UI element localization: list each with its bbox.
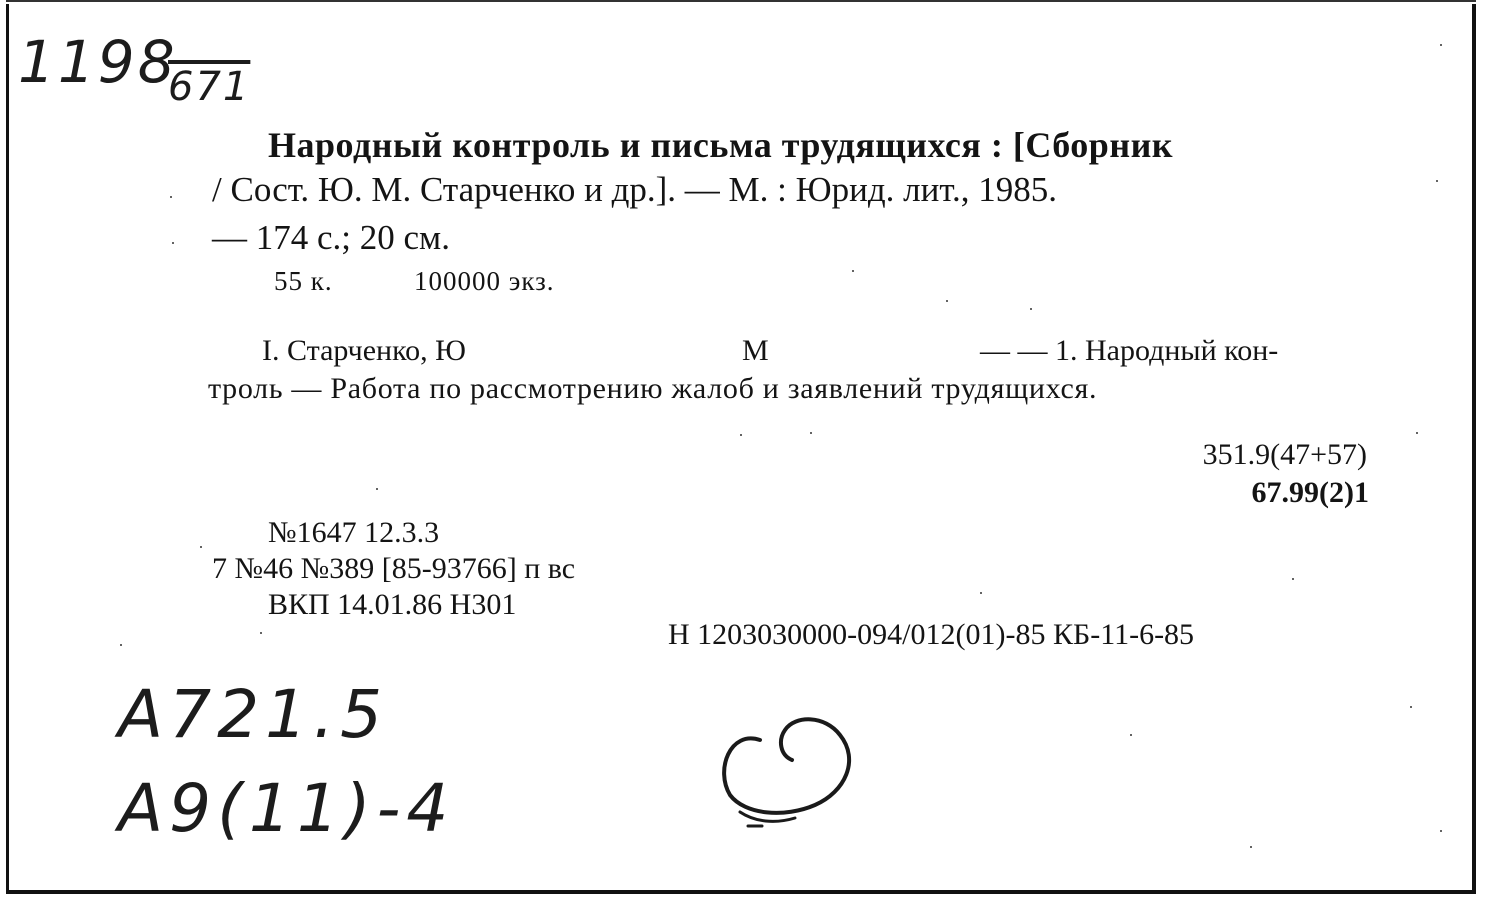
scan-speck bbox=[172, 242, 174, 244]
footer-line-3: ВКП 14.01.86 Н301 bbox=[268, 588, 517, 621]
entry-title-line-1: Народный контроль и письма трудящихся : [Сборник bbox=[268, 125, 1174, 165]
scan-speck bbox=[170, 196, 172, 198]
entry-price: 55 к. bbox=[274, 266, 333, 296]
scan-speck bbox=[260, 632, 262, 634]
tracing-subject-start: — — 1. Народный кон- bbox=[980, 334, 1279, 367]
tracing-subject-cont: троль — Работа по рассмотрению жалоб и заявлений трудящихся. bbox=[208, 372, 1098, 405]
scan-speck bbox=[1436, 180, 1438, 182]
classification-code-2: 67.99(2)1 bbox=[1251, 476, 1369, 509]
footer-isbn-line: Н 1203030000-094/012(01)-85 КБ-11-6-85 bbox=[668, 618, 1195, 651]
scan-speck bbox=[200, 546, 202, 548]
classification-code-1: 351.9(47+57) bbox=[1202, 438, 1367, 471]
scan-speck bbox=[1440, 830, 1442, 832]
scan-speck bbox=[1030, 308, 1032, 310]
scan-speck bbox=[740, 434, 742, 436]
scan-speck bbox=[1250, 846, 1252, 848]
handwritten-superscript: 671 bbox=[168, 64, 251, 110]
scan-speck bbox=[852, 270, 854, 272]
scan-speck bbox=[1292, 578, 1294, 580]
scan-speck bbox=[376, 488, 378, 490]
scan-speck bbox=[1410, 706, 1412, 708]
scan-speck bbox=[1130, 734, 1132, 736]
handwritten-shelf-mark-2: A9(11)-4 bbox=[118, 770, 455, 847]
footer-line-1: №1647 12.3.3 bbox=[268, 516, 440, 549]
scan-speck bbox=[946, 300, 948, 302]
card-top-edge bbox=[6, 0, 1476, 2]
scan-speck bbox=[1440, 44, 1442, 46]
scan-speck bbox=[1416, 432, 1418, 434]
footer-line-2: 7 №46 №389 [85-93766] п вс bbox=[212, 552, 576, 585]
entry-print-run: 100000 экз. bbox=[414, 266, 555, 296]
handwritten-number: 1198 bbox=[18, 28, 178, 96]
entry-title-line-3: — 174 с.; 20 см. bbox=[212, 218, 450, 257]
handwritten-shelf-mark-1: A721.5 bbox=[118, 676, 389, 753]
tracing-person: I. Старченко, Ю bbox=[262, 334, 466, 367]
scan-speck bbox=[980, 592, 982, 594]
tracing-initial: М bbox=[742, 334, 769, 367]
entry-title-line-2: / Сост. Ю. М. Старченко и др.]. — М. : Юрид. лит., 1985. bbox=[212, 170, 1058, 209]
scan-speck bbox=[120, 644, 122, 646]
scan-speck bbox=[810, 432, 812, 434]
circle-stamp-icon bbox=[700, 700, 880, 840]
